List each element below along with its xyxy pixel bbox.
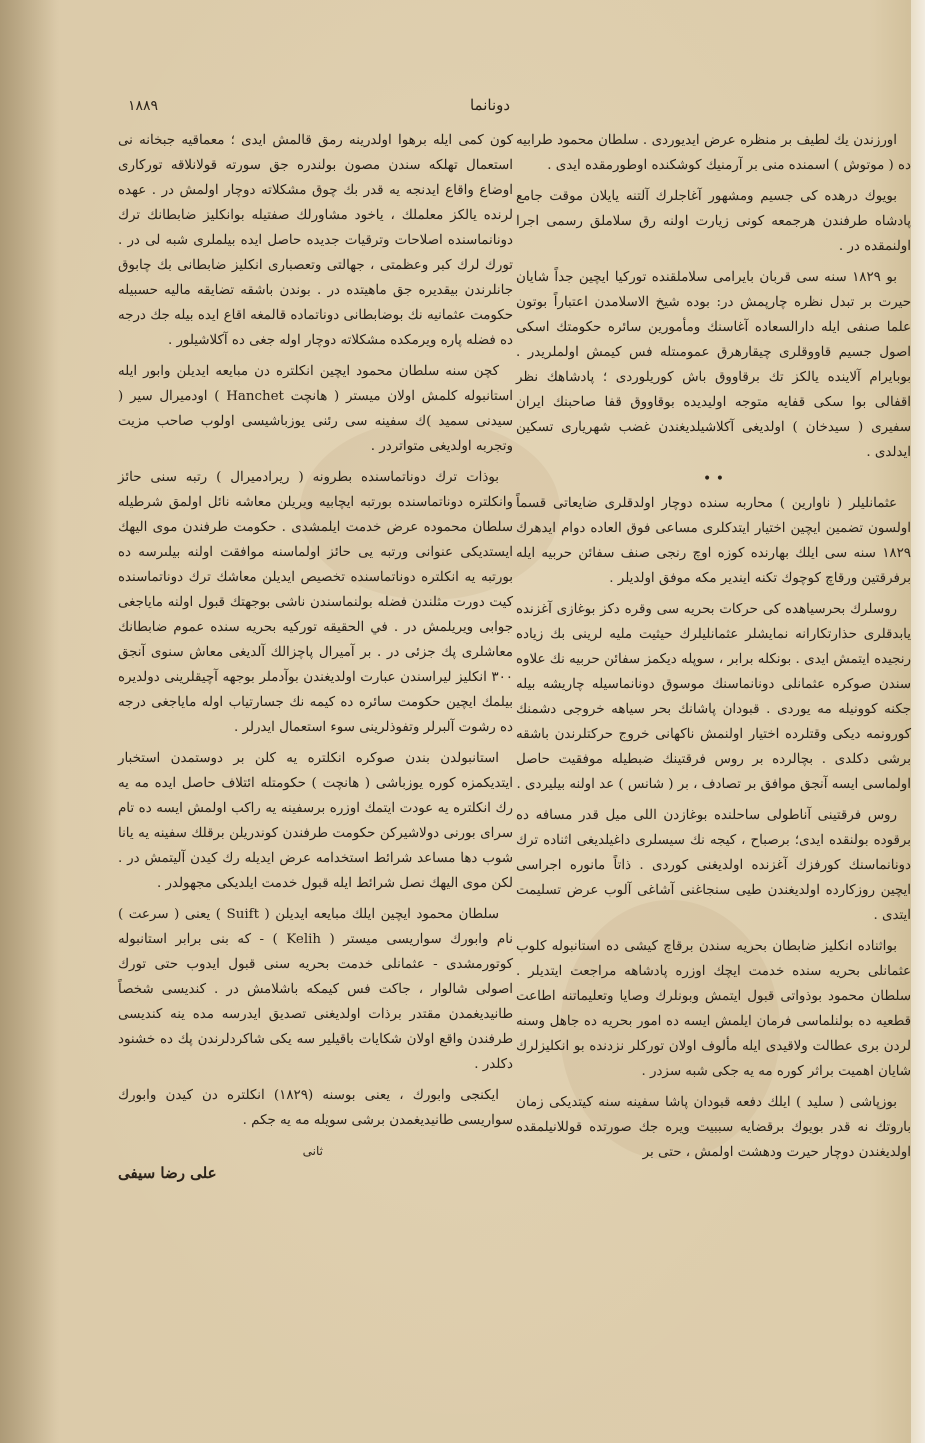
paragraph: روسلرك بحرسياهده كى حركات بحريه سى وقره دكز بوغازى آغزنده يابدقلرى حذارتكارانه نمايشلر عثمانليلرك حيثيت مليه لرينى بك زياده رنجيده ايتمش ايدى . بونكله برابر ، سوپله ديكمز سفائن حربيه نك علاوه سندن صوكره عثمانلى دونانماسنك موسوق دونانماسيله چاريشه بيله جكنه كوونيله مه يوردى . قبودان پاشانك بحر سياهه خروجى دشمنك كورونمه ديكى وقتلرده اختيار اولنمش ناكهانى خروج حركتلرندن باشقه برشى دكلدى . بچالرده بر روس فرقتينك ضبطيله موفقيت حاصل اولماسى ايسه آنجق موافق بر تصادف ، بر ( شانس ) عد اولنه بيليردى . [516, 602, 911, 792]
page-edge [911, 0, 925, 1443]
paragraph: روس فرقتينى آناطولى ساحلنده بوغازدن اللى ميل قدر مسافه ده برقوده بولنقده ايدى؛ برصباح ، كيجه نك سيسلرى داغيلديغى اثناده ترك دونانماسنك كورفزك آغزنده اولديغنى كوردى . ذاتاً مانوره اجراسى ايچين روزكارده اولديغندن طيى سنجاغنى آشاغى آلوب عرض تسليمت ايتدى . [516, 808, 911, 923]
paragraph: ايكنجى وابورك ، يعنى بوسنه (١٨٢٩) انكلتره دن كيدن وابورك سواريسى طانيديغمدن برشى سويله مه يه جكم . [118, 1088, 513, 1128]
paragraph: بوذات ترك دوناتماسنده بطرونه ( ريرادميرال ) رتبه سنى حائز وانكلتره دوناتماسنده بورتبه ايچابيه ويريلن معاشه نائل اولمق شرطيله سلطان محموده عرض خدمت ايلمشدى . حكومت طرفندن موى اليهك ايستديكى عنوانى ورتبه يى حائز اولماسنه موافقت اولنه بيلىرسه ده بورتبه يه انكلتره دوناتماسنده تخصيص ايديلن معاشك ترك دوناتماسنده كيت دورت مثلندن فضله بولنماسندن ناشى بوجهتك قبول اولنه ماياجغى جوابى ويريلمش در . في الحقيقه توركيه بحريه سنده عموم ضابطانك معاشلرى پك جزئى در . بر آميرال پاچزالك آلديغى معاش سنوى آنجق ٣٠٠ انكليز ليراسندن عبارت اولديغندن بوآدملر بوجهه آچيقلرينى دولديره بيلمك ايچين حكومت سائره ده كيمه نك جسارتياب اوله ماياجغى درجه ده رشوت آلبرلر وتفوذلرينى سوء استعمال ايدرلر . [118, 470, 513, 735]
page-number: ١٨٨٩ [128, 98, 159, 114]
paragraph: كون كمى ايله برهوا اولدرينه رمق قالمش ايدى ؛ معماقيه جبخانه نى استعمال تهلكه سندن مصون بولندره جق سورته قولانلاقه توركارى اوضاع واقاع ايدنجه يه قدر بك چوق مشكلاته دوچار اولمش در . عهده لرنده يالكز معلملك ، ياخود مشاورلك صفتيله بوانكليز ضابطانك ترك دونانماسنده اصلاحات وترقيات جديده حاصل ايده بيلملرى شبه لى در . تورك لرك كبر وعظمتى ، جهالتى وتعصبارى انكليز ضابطانى بك چابوق جانلرندن بيقديره جق ماهيتده در . بوندن باشقه تضايقه ماليه حسبيله حكومت عثمانيه نك بوضابطانى دوناتماده قالمغه اقاع ايده بيله جك درجه ده فضله پاره ويرمكده مشكلاته دوچار اوله جغى ده آكلاشيلور . [118, 133, 513, 348]
paragraph: اورزندن يك لطيف بر منظره عرض ايديوردى . سلطان محمود طرابيه ده ( موتوش ) اسمنده منى بر آرمنيك كوشكنده اوطورمقده ايدى . [516, 133, 911, 173]
right-column [516, 128, 911, 1171]
signature-name: على رضا سيفى [118, 1164, 217, 1182]
signature-label: ثانى [302, 1144, 323, 1158]
paragraph: بواثناده انكليز ضابطان بحريه سندن برقاچ كيشى ده استانبوله كلوب عثمانلى بحريه سنده خدمت ايچك اوزره پادشاهه مراجعت ايتديلر . سلطان محمود بوذواتى قبول ايتمش وبونلرك وصايا وتعليماتنه اطاعت قطعيه ده بولنلماسى فرمان ايلمش ايسه ده امور بحريه ده جاهل وسنه لردن برى عطالت ولاقيدى ايله مألوف اولان توركلر نزدنده بو انكليزلرك شايان اهميت براثر كوره مه يه جكى شبه سزدر . [516, 939, 911, 1079]
paragraph: سلطان محمود ايچين ايلك مبايعه ايديلن ( Suift ) يعنى ( سرعت ) نام وابورك سواريسى ميستر ( Kelih ) - كه بنى برابر استانبوله كوتورمشدى - عثمانلى خدمت بحريه سنى قبول ايدوب حتى تورك اصولى شالوار ، جاكت فس كيمكه باشلامش در . كنديسى شخصاً طانيديغمدن مقتدر برذات اولديغنى تصديق ايدرسه مده ينه كنديسى طرفندن واقع اولان شكايات باقيلير سه يكى شاكردلرندن پك ده خشنود دكلدر . [118, 907, 513, 1072]
running-head: دونانما [469, 96, 511, 114]
paragraph: بو ١٨٢٩ سنه سى قربان بايرامى سلاملقنده توركيا ايچين جداً شايان حيرت بر تبدل نظره چارپمش در: بوده شيخ الاسلامدن اعتباراً بوتون علما صنفى ايله دارالسعاده آغاسنك ومأمورين سائره حكومتك اسكى اصول جسيم قاووقلرى چيقارهرق عمومىتله فس كيمش اولملريدر . بوبايرام آلاينده يالكز تك برقاووق باش كوريلوردى ؛ پادشاهك نظر اقفالى بوا سكى قفايه متوجه اوليديده بوقاووق قفا صاحبنك ايران سفيرى ( سيدخان ) اولديغى آكلاشيلديغندن غضب شهريارى تسكين ايدلدى . [516, 270, 911, 460]
paragraph: بويوك درهده كى جسيم ومشهور آغاجلرك آلتنه يايلان موقت جامع پادشاه طرفندن هرجمعه كونى زيارت اولنه رق سلاملق رسمى اجرا اولنمقده در . [516, 189, 911, 254]
paragraph: بوزپاشى ( سليد ) ايلك دفعه قبودان پاشا سفينه سنه كيتديكى زمان باروتك نه قدر بويوك برقضايه سببيت ويره جك صورتده قوللانيلمقده اولديغندن دوچار حيرت ودهشت اولمش ، حتى بر [516, 1095, 911, 1160]
paragraph: كچن سنه سلطان محمود ايچين انكلتره دن مبايعه ايديلن وابور ايله استانبوله كلمش اولان ميستر ( هانچت Hanchet ) اودميرال سير ( سيدنى سميد )ك سفينه سى رئنى يوزباشيسى اولوب صاحب مزيت وتجربه اولديغى متواتردر . [118, 364, 513, 454]
signature-block [118, 1139, 513, 1187]
section-separator: • • [703, 471, 724, 487]
left-column [118, 128, 513, 1187]
paragraph: استانبولدن بندن صوكره انكلتره يه كلن بر دوستمدن استخبار ايتديكمزه كوره يوزباشى ( هانچت ) حكومتله ائتلاف حاصل ايده مه يه رك انكلتره يه عودت ايتمك اوزره برسفينه يه راكب اولمش ايسه ده تام سراى بورنى دولاشيركن حكومت طرفندن كوندريلن برقلك سفينه يه يانا شوب دها مساعد شرائط استخدامه عرض ايديله رك كيدن آليتمش در . لكن موى اليهك نصل شرائط ايله قبول خدمت ايلديكى مجهولدر . [118, 751, 513, 891]
paragraph: عثمانليلر ( ناوارين ) محاربه سنده دوچار اولدقلرى ضايعاتى قسماً اولسون تضمين ايچين اختيار ايتدكلرى مساعى فوق العاده دوام ايدهرك ١٨٢٩ سنه سى ايلك بهارنده كوزه اوچ رنجى صنف سفائن حربيه ايله برفرقتين ورقاچ كوچوك تكنه ايندير مكه موفق اولديلر . [516, 496, 911, 586]
spine-shadow [0, 0, 60, 1443]
